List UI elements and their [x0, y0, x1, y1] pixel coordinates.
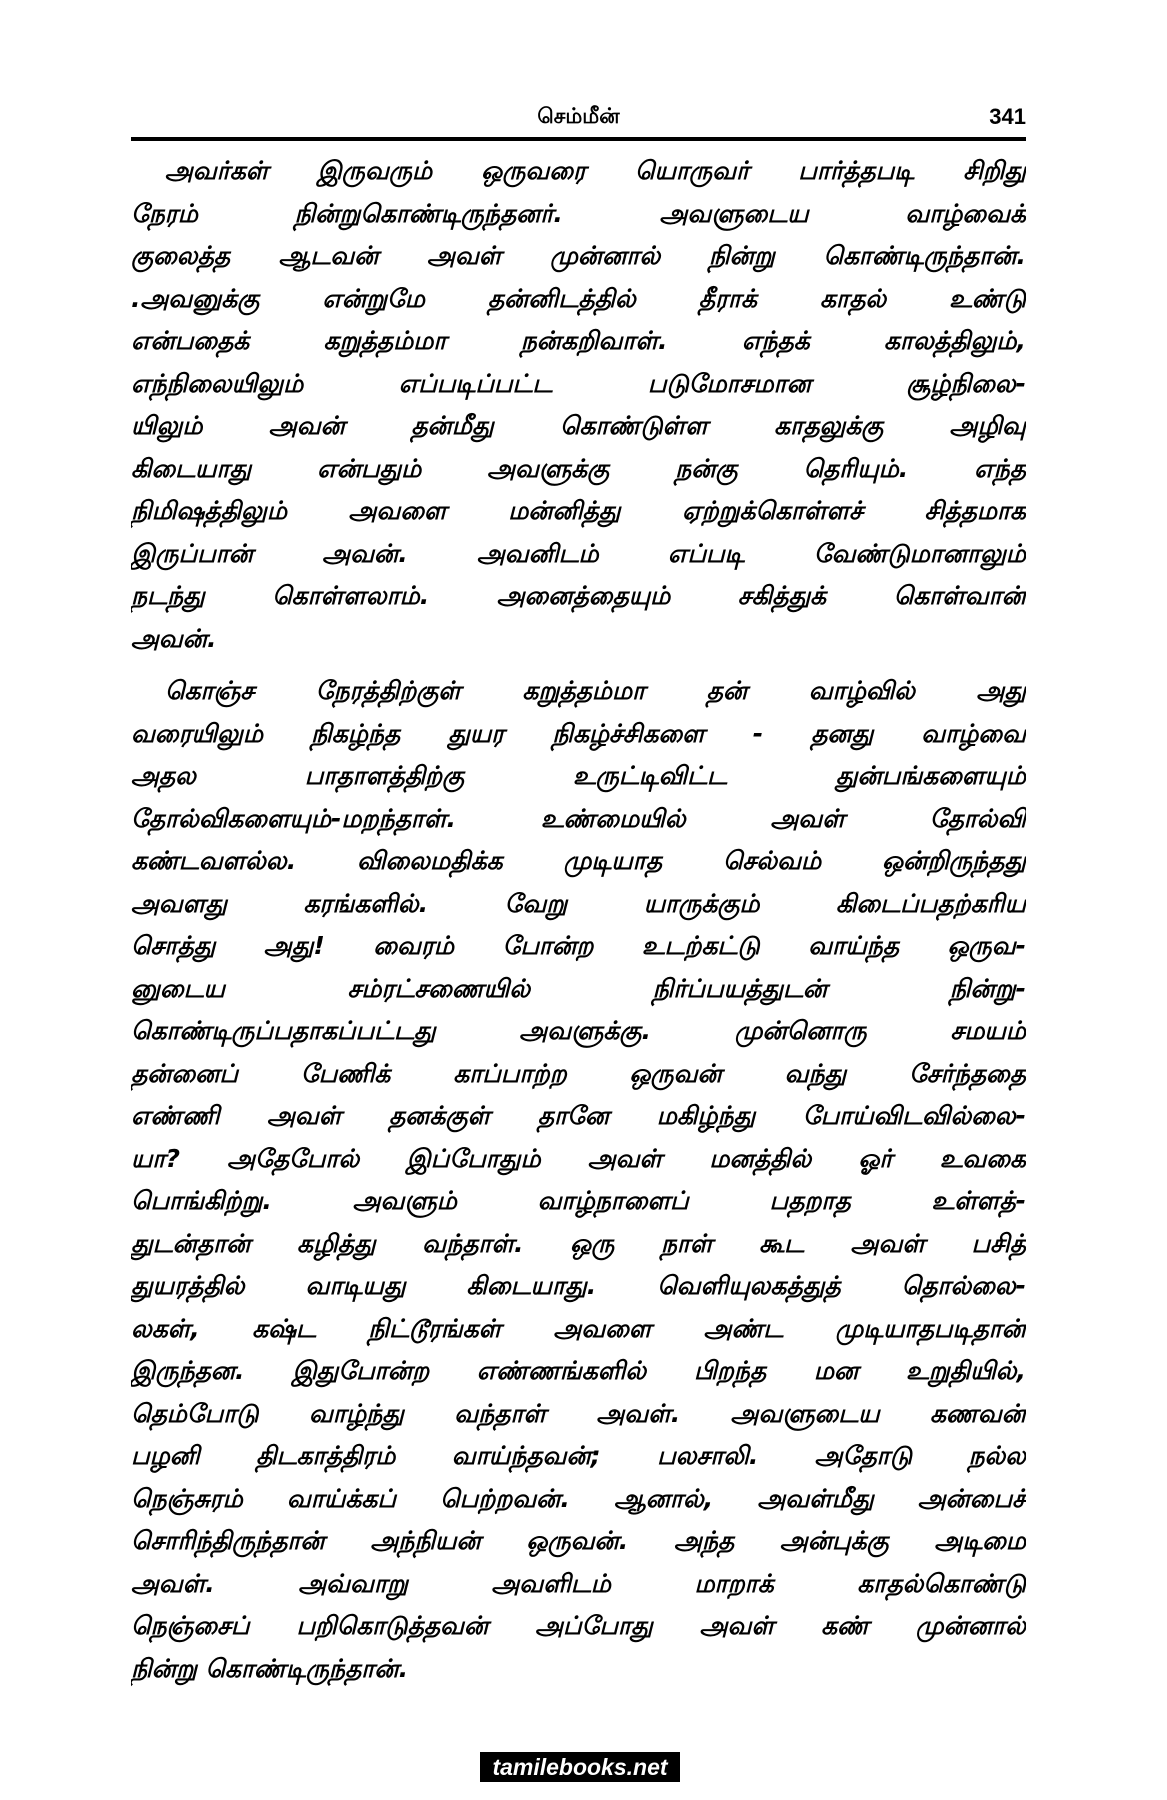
paragraph: [131, 670, 1026, 1690]
page-header: [131, 98, 1026, 138]
text-line: கொண்டிருப்பதாகப்பட்டது அவளுக்கு. முன்னொரு சமயம்: [131, 1016, 1026, 1045]
text-line: கண்டவளல்ல. விலைமதிக்க முடியாத செல்வம் ஒன்றிருந்தது: [131, 846, 1026, 875]
text-line: அவர்கள் இருவரும் ஒருவரை யொருவர் பார்த்தபடி சிறிது: [165, 156, 1026, 185]
text-line: சொத்து அது! வைரம் போன்ற உடற்கட்டு வாய்ந்த ஒருவ-: [131, 931, 1026, 960]
text-line: பழனி திடகாத்திரம் வாய்ந்தவன்; பலசாலி. அதோடு நல்ல: [131, 1441, 1026, 1470]
text-line: நடந்து கொள்ளலாம். அனைத்தையும் சகித்துக் கொள்வான்: [131, 581, 1026, 610]
text-line: லகள், கஷ்ட நிட்டூரங்கள் அவளை அண்ட முடியாதபடிதான்: [131, 1313, 1026, 1343]
text-line: அதல பாதாளத்திற்கு உருட்டிவிட்ட துன்பங்களையும்: [131, 761, 1026, 790]
page-number: 341: [989, 104, 1026, 129]
text-line: எண்ணி அவள் தனக்குள் தானே மகிழ்ந்து போய்விடவில்லை-: [131, 1101, 1026, 1130]
text-line: தோல்விகளையும்-மறந்தாள். உண்மையில் அவள் தோல்வி: [131, 803, 1026, 833]
text-line: னுடைய சம்ரட்சணையில் நிர்ப்பயத்துடன் நின்று-: [131, 973, 1026, 1003]
running-title: செம்மீன்: [537, 104, 620, 128]
text-line: கிடையாது என்பதும் அவளுக்கு நன்கு தெரியும். எந்த: [131, 453, 1026, 483]
text-line: அவளது கரங்களில். வேறு யாருக்கும் கிடைப்பதற்கரிய: [131, 888, 1026, 918]
text-line: எந்நிலையிலும் எப்படிப்பட்ட படுமோசமான சூழ்நிலை-: [131, 368, 1026, 398]
text-line: நெஞ்சுரம் வாய்க்கப் பெற்றவன். ஆனால், அவள்மீது அன்பைச்: [131, 1483, 1026, 1513]
text-line: தெம்போடு வாழ்ந்து வந்தாள் அவள். அவளுடைய கணவன்: [131, 1398, 1026, 1428]
text-line: பொங்கிற்று. அவளும் வாழ்நாளைப் பதறாத உள்ளத்-: [131, 1186, 1026, 1215]
text-line: நின்று கொண்டிருந்தான்.: [131, 1653, 409, 1683]
text-line: அவள். அவ்வாறு அவளிடம் மாறாக் காதல்கொண்டு: [131, 1568, 1026, 1598]
text-line: கொஞ்ச நேரத்திற்குள் கறுத்தம்மா தன் வாழ்வில் அது: [165, 676, 1026, 705]
text-line: இருந்தன. இதுபோன்ற எண்ணங்களில் பிறந்த மன உறுதியில்,: [131, 1356, 1026, 1385]
text-line: .அவனுக்கு என்றுமே தன்னிடத்தில் தீராக் காதல் உண்டு: [131, 283, 1026, 313]
text-line: தன்னைப் பேணிக் காப்பாற்ற ஒருவன் வந்து சேர்ந்ததை: [131, 1058, 1026, 1088]
text-line: இருப்பான் அவன். அவனிடம் எப்படி வேண்டுமானாலும்: [131, 538, 1026, 568]
text-line: துயரத்தில் வாடியது கிடையாது. வெளியுலகத்துத் தொல்லை-: [131, 1271, 1026, 1300]
text-line: நேரம் நின்றுகொண்டிருந்தனர். அவளுடைய வாழ்வைக்: [131, 198, 1026, 228]
text-line: என்பதைக் கறுத்தம்மா நன்கறிவாள். எந்தக் காலத்திலும்,: [131, 326, 1026, 355]
text-line: வரையிலும் நிகழ்ந்த துயர நிகழ்ச்சிகளை - தனது வாழ்வை: [131, 718, 1026, 748]
text-line: அவன்.: [131, 623, 217, 653]
text-line: யா? அதேபோல் இப்போதும் அவள் மனத்தில் ஓர் உவகை: [131, 1143, 1026, 1173]
text-line: துடன்தான் கழித்து வந்தாள். ஒரு நாள் கூட அவள் பசித்: [131, 1228, 1026, 1258]
watermark: tamilebooks.net: [480, 1752, 680, 1782]
text-line: யிலும் அவன் தன்மீது கொண்டுள்ள காதலுக்கு அழிவு: [131, 411, 1026, 440]
text-line: சொரிந்திருந்தான் அந்நியன் ஒருவன். அந்த அன்புக்கு அடிமை: [131, 1526, 1026, 1555]
header-rule: [131, 137, 1026, 141]
body-text: [131, 150, 1026, 1700]
text-line: நெஞ்சைப் பறிகொடுத்தவன் அப்போது அவள் கண் முன்னால்: [131, 1611, 1026, 1640]
text-line: நிமிஷத்திலும் அவளை மன்னித்து ஏற்றுக்கொள்ளச் சித்தமாக: [131, 496, 1026, 525]
paragraph: [131, 150, 1026, 660]
text-line: குலைத்த ஆடவன் அவள் முன்னால் நின்று கொண்டிருந்தான்.: [131, 241, 1026, 270]
